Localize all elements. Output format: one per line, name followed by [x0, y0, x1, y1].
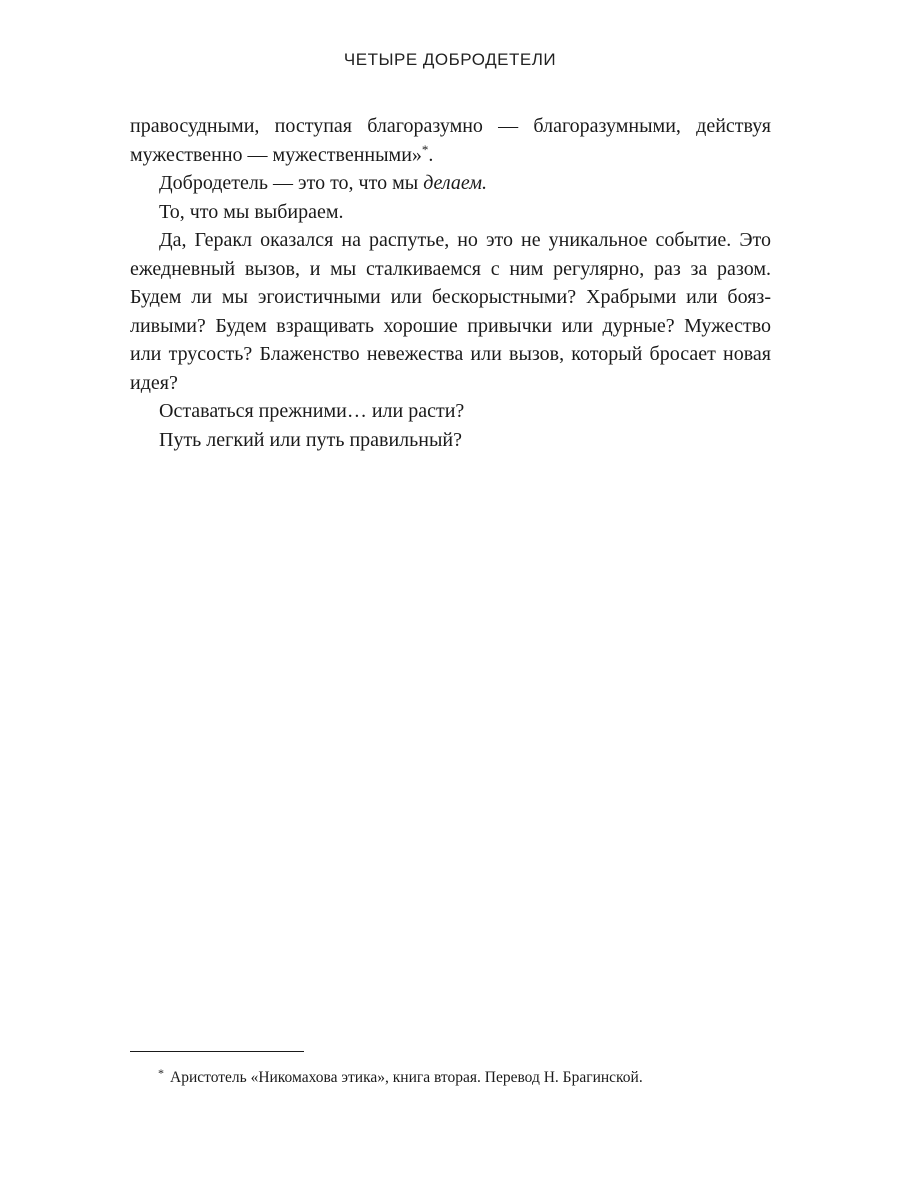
footnote-text: Аристотель «Никомахова этика», книга вторая. Перевод Н. Брагинской. [170, 1069, 643, 1086]
paragraph-1-tail: . [428, 143, 434, 166]
body-text [130, 112, 771, 454]
paragraph-3: То, что мы выбираем. [159, 200, 344, 223]
paragraph-4-line-2: ежедневный вызов, и мы сталкиваемся с ним регулярно, раз за разом. [130, 257, 771, 280]
footnote-rule [130, 1051, 304, 1052]
paragraph-2-italic: делаем. [423, 172, 488, 194]
paragraph-2-text: Добродетель — это то, что мы [159, 172, 424, 194]
footnote-reference-mark[interactable]: * [421, 141, 429, 157]
paragraph-4-line-4: ливыми? Будем взращивать хорошие привычки или дурные? Мужество [130, 314, 771, 337]
paragraph-5: Оставаться прежними… или расти? [159, 400, 465, 422]
paragraph-2 [130, 169, 771, 198]
footnote-mark: * [158, 1066, 164, 1080]
running-head: ЧЕТЫРЕ ДОБРОДЕТЕЛИ [343, 50, 557, 69]
paragraph-4-line-6: идея? [130, 371, 178, 394]
paragraph-1 [130, 112, 771, 169]
paragraph-4 [130, 226, 771, 397]
paragraph-1-line-2-text: мужественно — мужественными» [130, 143, 422, 166]
paragraph-4-line-1: Да, Геракл оказался на распутье, но это не уникальное событие. Это [159, 229, 771, 251]
paragraph-1-line-2 [130, 141, 771, 170]
paragraph-6: Путь легкий или путь правильный? [159, 428, 462, 451]
paragraph-1-line-1: правосудными, поступая благоразумно — благоразумными, действуя [130, 115, 771, 137]
paragraph-4-line-5: или трусость? Блаженство невежества или вызов, который бросает новая [130, 343, 771, 365]
paragraph-4-line-3: Будем ли мы эгоистичными или бескорыстными? Храбрыми или бояз- [130, 286, 771, 308]
footnote [158, 1067, 778, 1089]
